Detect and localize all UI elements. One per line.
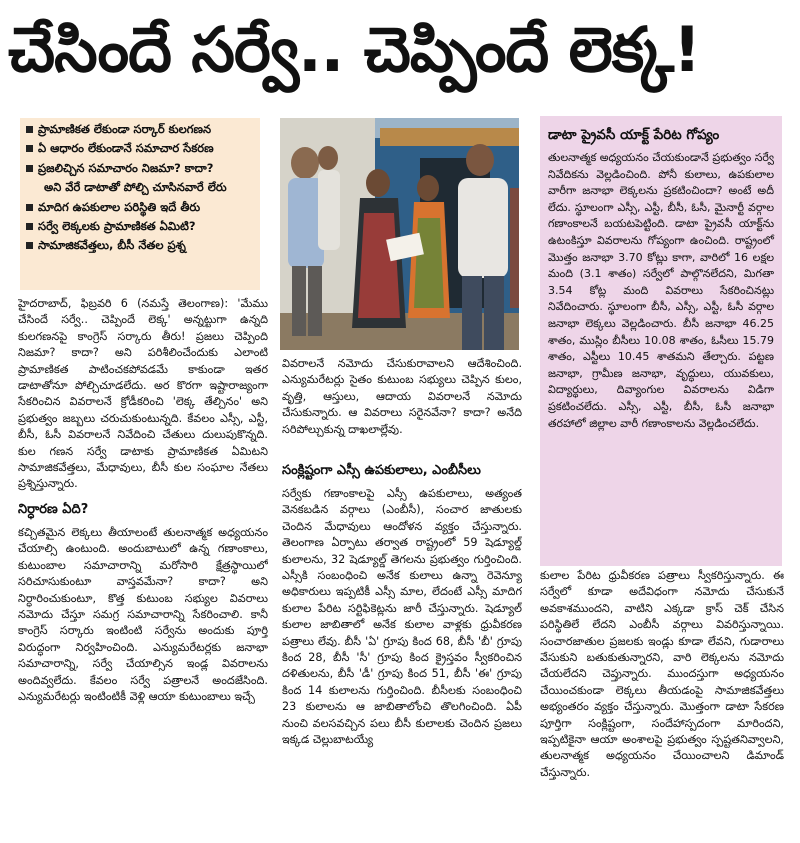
paragraph: హైదరాబాద్, ఫిబ్రవరి 6 (నమస్తే తెలంగాణ): 'మేము చేసిందే సర్వే.. చెప్పిందే లెక్క' అన్నట్టుగా ఉన్నది కులగణనపై కాంగ్రెస్ సర్కారు తీరు! ప్రజలు చెప్పింది నిజమా? కాదా? అని పరిశీలించేందుకు ఎలాంటి ప్రామాణికత పాటించకపోవడమే కాకుండా ఇతర డాటాతోనూ పోల్చిచూడలేదు. అర కొరగా ఇష్టారాజ్యంగా సేకరించిన వివరాలనే క్రోడీకరించి 'లెక్క తేల్చినం' అని ప్రభుత్వం జబ్బలు చరుచుకుంటున్నది. కేవలం ఎస్సీ, ఎస్టీ, బీసీ, ఓసీ వివరాలనే నివేదించి చేతులు దులుపుకొన్నది. కుల గణన సర్వే డాటాకు ప్రామాణికత ఏమిటని సామాజికవేత్తలు, మేధావులు, బీసీ కుల సంఘాల నేతలు ప్రశ్నిస్తున్నారు. <box>18 297 268 491</box>
highlight-item <box>26 238 254 253</box>
paragraph: కులాల పేరిట ధ్రువీకరణ పత్రాలు స్వీకరిస్తున్నారు. ఈ సర్వేలో కూడా అదేవిధంగా నమోదు చేసుకునే అవకాశముందని, వాటిని ఎక్కడా క్రాస్ చెక్ చేసిన పరిస్థితిలే లేదని ఎంబీసీ వర్గాలు వివరిస్తున్నాయి. సంచారజాతుల ప్రజలకు ఇండ్లు కూడా లేవని, గుడారాలు వేసుకుని బతుకుతున్నారని, వారి లెక్కలను నమోదు చేయలేదని చెప్తున్నారు. ముందస్తుగా అధ్యయనం చేయించకుండా లెక్కలు తీయడంపై సామాజికవేత్తలు అభ్యంతరం వ్యక్తం చేస్తున్నారు. మొత్తంగా డాటా సేకరణ పూర్తిగా సంక్లిష్టంగా, సందేహాస్పదంగా మారిందని, ఇప్పటికైనా ఆయా అంశాలపై ప్రభుత్వం స్పష్టతనివ్వాలని, తులనాత్మక అధ్యయనం చేయించాలని డిమాండ్ చేస్తున్నారు. <box>540 569 784 779</box>
highlight-item <box>26 219 254 234</box>
highlight-text: ఏ ఆధారం లేకుండానే సమాచార సేకరణ <box>38 141 214 156</box>
highlight-item <box>26 141 254 156</box>
highlight-text: సామాజికవేత్తలు, బీసీ నేతల ప్రశ్న <box>38 238 186 253</box>
paragraph: వివరాలనే నమోదు చేసుకురావాలని ఆదేశించింది. ఎన్యుమరేటర్లు సైతం కుటుంబ సభ్యులు చెప్పిన కులం, వృత్తి, ఆస్తులు, ఆదాయ వివరాలనే నమోదు చేసుకున్నారు. ఆ వివరాలు సరైనవేనా? కాదా? అనేది సరిపోల్చుకున్న దాఖలాల్లేవు. <box>282 357 522 436</box>
bullet-square-icon <box>26 204 33 211</box>
highlight-item <box>26 161 254 176</box>
sidebar-body: తులనాత్మక అధ్యయనం చేయకుండానే ప్రభుత్వం సర్వే నివేదికను వెల్లడించింది. పోనీ కులాలు, ఉపకులాల వారీగా జనాభా లెక్కలను ప్రకటించిందా? అంటే అదీ లేదు. స్థూలంగా ఎస్సీ, ఎస్టీ, బీసీ, ఓసీ, మైనార్టీ వర్గాల గణాంకాలనే బయటపెట్టింది. డాటా ప్రైవసీ యాక్ట్‌ను ఉటంకిస్తూ వివరాలను గోప్యంగా ఉంచింది. రాష్ట్రంలో మొత్తం జనాభా 3.70 కోట్లు కాగా, వారిలో 16 లక్షల మంది (3.1 శాతం) సర్వేలో పాల్గొనలేదని, మిగతా 3.54 కోట్ల మంది వివరాలు సేకరించినట్లు నివేదించారు. స్థూలంగా బీసీ, ఎస్సీ, ఎస్టీ, ఓసీ వర్గాల జనాభా లెక్కలు వెల్లడించారు. బీసీ జనాభా 46.25 శాతం, ముస్లిం బీసీలు 10.08 శాతం, ఓసీలు 15.79 శాతం, ఎస్టీలు 10.45 శాతమని తేల్చారు. పట్టణ జనాభా, గ్రామీణ జనాభా, వృద్ధులు, యువకులు, విద్యార్థులు, దివ్యాంగుల వివరాలను విడిగా ప్రకటించలేదు. ఎస్సీ, ఎస్టీ, బీసీ, ఓసీ జనాభా తరహాలో జిల్లాల వారీ గణాంకాలను వెల్లడించలేదు. <box>548 151 774 430</box>
highlight-text: ప్రజలిచ్చిన సమాచారం నిజమా? కాదా? <box>38 160 214 175</box>
highlights-box <box>20 118 260 290</box>
subheading: నిర్ధారణ ఏది? <box>18 501 89 517</box>
highlight-item <box>26 200 254 215</box>
article-column-3 <box>540 568 784 838</box>
article-column-2-top <box>282 356 522 456</box>
bullet-square-icon <box>26 126 33 133</box>
paragraph: కచ్చితమైన లెక్కలు తీయాలంటే తులనాత్మక అధ్యయనం చేయాల్సి ఉంటుంది. అందుబాటులో ఉన్న గణాంకాలు, కుటుంబాల సమాచారాన్ని మరోసారి క్షేత్రస్థాయిలో సరిచూసుకుంటూ వాస్తవమేనా? కాదా? అని నిర్ధారించుకుంటూ, కొత్త కుటుంబ సభ్యుల వివరాలు నమోదు చేస్తూ సమగ్ర సమాచారాన్ని సేకరించాలి. కానీ కాంగ్రెస్ సర్కారు ఇంటింటి సర్వేను అందుకు పూర్తి విరుద్ధంగా నిర్వహించింది. ఎన్యుమరేటర్లకు జనాభా సమాచారాన్ని, సర్వే చేయాల్సిన ఇండ్ల వివరాలను అందివ్వలేదు. కేవలం సర్వే పత్రాలనే అందజేసింది. ఎన్యుమరేటర్లు ఇంటింటికీ వెళ్లి ఆయా కుటుంబాలు ఇచ్చే <box>18 525 268 703</box>
headline: చేసిందే సర్వే.. చెప్పిందే లెక్క! <box>8 13 701 86</box>
highlight-text: అని వేరే డాటాతో పోల్చి చూసినవారే లేరు <box>44 180 227 195</box>
highlight-text: ప్రామాణికత లేకుండా సర్కార్ కులగణన <box>38 122 212 136</box>
bullet-square-icon <box>26 242 33 249</box>
sidebar-box <box>540 116 782 566</box>
bullet-square-icon <box>26 165 33 172</box>
highlight-text: సర్వే లెక్కలకు ప్రామాణికత ఏమిటి? <box>38 219 196 234</box>
highlight-text: మాదిగ ఉపకులాల పరిస్థితి ఇదే తీరు <box>38 199 201 214</box>
bullet-square-icon <box>26 223 33 230</box>
article-column-2-bottom <box>282 486 522 836</box>
subheading: సంక్లిష్టంగా ఎస్సీ ఉపకులాలు, ఎంబీసీలు <box>282 463 481 478</box>
bullet-square-icon <box>26 145 33 152</box>
highlight-item <box>26 122 254 137</box>
article-column-1 <box>18 296 268 836</box>
paragraph: సర్వేకు గణాంకాలపై ఎస్సీ ఉపకులాలు, అత్యంత వెనకబడిన వర్గాలు (ఎంబీసీ), సంచార జాతులకు చెందిన మేధావులు ఆందోళన వ్యక్తం చేస్తున్నారు. తెలంగాణ ఏర్పాటు తర్వాత రాష్ట్రంలో 59 షెడ్యూల్డ్ కులాలను, 32 షెడ్యూల్డ్ తెగలను ప్రభుత్వం గుర్తించింది. ఎస్సీకి సంబంధించి అనేక కులాలు ఉన్నా రెవెన్యూ అధికారులు ఇప్పటికీ ఎస్సీ మాల, లేదంటే ఎస్సీ మాదిగ కులాల పేరిట సర్టిఫికెట్లను జారీ చేస్తున్నారు. షెడ్యూల్ కులాల జాబితాలో అనేక కులాల వాళ్లకు ధ్రువీకరణ పత్రాలు లేవు. బీసీ 'ఏ' గ్రూపు కింద 68, బీసీ 'బీ' గ్రూపు కింద 28, బీసీ 'సీ' గ్రూపు కింద క్రైస్తవం స్వీకరించిన దళితులను, బీసీ 'డీ' గ్రూపు కింద 51, బీసీ 'ఈ' గ్రూపు కింద 14 కులాలను గుర్తించింది. బీసీలకు సంబంధించి 23 కులాలను ఆ జాబితాలోంచి తొలగించింది. ఏపీ నుంచి వలసవచ్చిన పలు బీసీ కులాలకు చెందిన ప్రజలు ఇక్కడ చెల్లుబాటయ్యే <box>282 487 522 747</box>
survey-photo <box>280 118 519 350</box>
sidebar-title: డాటా ప్రైవసీ యాక్ట్ పేరిట గోప్యం <box>548 127 720 143</box>
highlight-item-continuation <box>26 180 254 195</box>
